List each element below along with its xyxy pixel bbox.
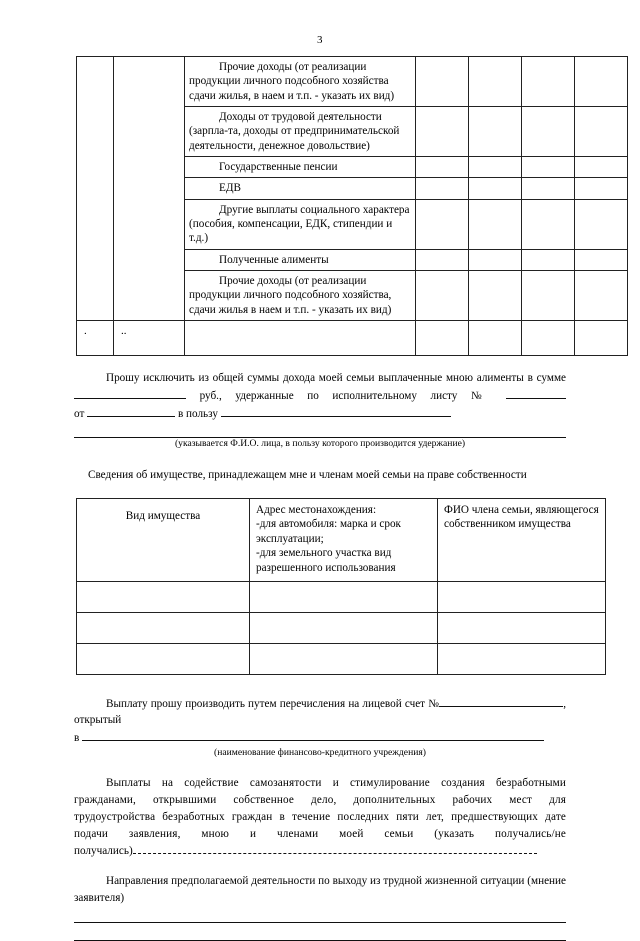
property-header-address-line-2: -для автомобиля: марка и срок эксплуатации; bbox=[256, 518, 401, 545]
income-value-cell-2[interactable] bbox=[469, 178, 522, 199]
income-value-cell-4[interactable] bbox=[575, 199, 628, 249]
payment-in-label: в bbox=[74, 732, 80, 745]
payment-line-1 bbox=[74, 695, 566, 730]
alimony-line-3 bbox=[74, 405, 566, 423]
property-section bbox=[74, 467, 566, 484]
income-value-cell-3[interactable] bbox=[522, 320, 575, 355]
income-value-cell-3[interactable] bbox=[522, 249, 575, 270]
alimony-line-2 bbox=[74, 387, 566, 405]
marker-dot: . bbox=[84, 324, 87, 337]
income-value-cell-4[interactable] bbox=[575, 270, 628, 320]
selfemployment-answer-blank[interactable] bbox=[133, 843, 537, 854]
income-row-marker-b bbox=[114, 57, 185, 321]
income-value-cell-1[interactable] bbox=[416, 199, 469, 249]
table-row bbox=[77, 612, 606, 643]
property-header-address-line-1: Адрес местонахождения: bbox=[256, 503, 377, 516]
activity-blank-line-1[interactable] bbox=[74, 915, 566, 923]
table-header-row bbox=[77, 498, 606, 581]
property-cell-address[interactable] bbox=[250, 612, 438, 643]
payment-account-label: Выплату прошу производить путем перечисления на лицевой счет № bbox=[106, 697, 440, 710]
income-value-cell-3[interactable] bbox=[522, 178, 575, 199]
income-value-cell-2[interactable] bbox=[469, 320, 522, 355]
alimony-infavor-label: в пользу bbox=[177, 407, 218, 420]
property-cell-type[interactable] bbox=[77, 612, 250, 643]
property-section-title: Сведения об имуществе, принадлежащем мне и членам моей семьи на праве собственности bbox=[88, 468, 527, 481]
table-row bbox=[77, 643, 606, 674]
alimony-recipient-blank[interactable] bbox=[221, 405, 451, 417]
payment-caption: (наименование финансово-кредитного учреждения) bbox=[214, 746, 426, 758]
income-label-cell: Прочие доходы (от реализации продукции личного подсобного хозяйства, сдачи жилья в наем и т.п. - указать их вид) bbox=[185, 270, 416, 320]
income-label-cell: Другие выплаты социального характера (пособия, компенсации, ЕДК, стипендии и т.д.) bbox=[185, 199, 416, 249]
property-header-address-line-3: -для земельного участка вид разрешенного использования bbox=[256, 547, 396, 574]
income-value-cell-2[interactable] bbox=[469, 249, 522, 270]
marker-dot bbox=[81, 61, 84, 73]
income-label-cell: Государственные пенсии bbox=[185, 156, 416, 177]
income-value-cell-2[interactable] bbox=[469, 57, 522, 107]
income-value-cell-1[interactable] bbox=[416, 178, 469, 199]
selfemployment-line-1: Выплаты на содействие самозанятости и стимулирование создания безработными bbox=[106, 777, 566, 790]
income-value-cell-4[interactable] bbox=[575, 249, 628, 270]
income-row-marker-b bbox=[114, 320, 185, 355]
page-number: 3 bbox=[317, 34, 323, 46]
table-row bbox=[77, 320, 628, 355]
property-cell-address[interactable] bbox=[250, 581, 438, 612]
alimony-amount-blank[interactable] bbox=[74, 387, 186, 399]
alimony-from-label: от bbox=[74, 407, 85, 420]
income-label-cell bbox=[185, 320, 416, 355]
document-page bbox=[0, 34, 640, 938]
alimony-date-blank[interactable] bbox=[87, 405, 175, 417]
income-value-cell-1[interactable] bbox=[416, 270, 469, 320]
selfemployment-line-5 bbox=[74, 843, 566, 860]
marker-dots: .. bbox=[121, 324, 127, 337]
income-value-cell-4[interactable] bbox=[575, 57, 628, 107]
income-label-cell: Прочие доходы (от реализации продукции личного подсобного хозяйства сдачи жилья, в наем и т.п. - указать их вид) bbox=[185, 57, 416, 107]
payment-account-blank[interactable] bbox=[439, 695, 563, 707]
income-value-cell-2[interactable] bbox=[469, 156, 522, 177]
selfemployment-line-2: гражданами, открывшими собственное дело, дополнительных рабочих мест для bbox=[74, 794, 566, 807]
income-value-cell-3[interactable] bbox=[522, 106, 575, 156]
income-value-cell-4[interactable] bbox=[575, 178, 628, 199]
property-header-type: Вид имущества bbox=[77, 498, 250, 581]
property-cell-owner[interactable] bbox=[438, 643, 606, 674]
income-value-cell-2[interactable] bbox=[469, 106, 522, 156]
income-value-cell-3[interactable] bbox=[522, 156, 575, 177]
alimony-recipient-blank-2[interactable] bbox=[74, 430, 566, 438]
property-cell-address[interactable] bbox=[250, 643, 438, 674]
alimony-writ-label: удержанные по исполнительному листу № bbox=[235, 389, 493, 402]
income-table bbox=[76, 56, 628, 356]
income-row-marker-a bbox=[77, 57, 114, 321]
income-value-cell-1[interactable] bbox=[416, 57, 469, 107]
property-header-owner: ФИО члена семьи, являющегося собственником имущества bbox=[438, 498, 606, 581]
alimony-rub-label: руб., bbox=[199, 389, 222, 402]
income-label-cell: Доходы от трудовой деятельности (зарпла-та, доходы от предпринимательской деятельности, денежное довольствие) bbox=[185, 106, 416, 156]
selfemployment-section bbox=[74, 775, 566, 859]
income-value-cell-1[interactable] bbox=[416, 320, 469, 355]
table-row bbox=[77, 57, 628, 107]
income-value-cell-3[interactable] bbox=[522, 199, 575, 249]
payment-line-2 bbox=[74, 729, 566, 747]
alimony-caption: (указывается Ф.И.О. лица, в пользу которого производится удержание) bbox=[174, 438, 466, 450]
income-value-cell-4[interactable] bbox=[575, 320, 628, 355]
selfemployment-line-3: трудоустройства безработных граждан в течение последних пяти лет, предшествующих дате bbox=[74, 811, 566, 824]
activity-section bbox=[74, 873, 566, 941]
property-cell-owner[interactable] bbox=[438, 612, 606, 643]
income-value-cell-1[interactable] bbox=[416, 156, 469, 177]
activity-blank-line-2[interactable] bbox=[74, 933, 566, 941]
income-value-cell-2[interactable] bbox=[469, 199, 522, 249]
selfemployment-received-label: получались) bbox=[74, 844, 133, 857]
income-value-cell-3[interactable] bbox=[522, 270, 575, 320]
income-value-cell-1[interactable] bbox=[416, 106, 469, 156]
income-value-cell-4[interactable] bbox=[575, 106, 628, 156]
activity-label: Направления предполагаемой деятельности по выходу из трудной жизненной ситуации (мнение заявителя) bbox=[74, 875, 566, 905]
selfemployment-line-4: подачи заявления, мною и членами моей семьи (указать получались/не bbox=[74, 827, 566, 840]
property-cell-type[interactable] bbox=[77, 643, 250, 674]
property-header-address bbox=[250, 498, 438, 581]
table-row bbox=[77, 581, 606, 612]
property-cell-owner[interactable] bbox=[438, 581, 606, 612]
alimony-section bbox=[74, 370, 566, 451]
income-value-cell-1[interactable] bbox=[416, 249, 469, 270]
income-label-cell: ЕДВ bbox=[185, 178, 416, 199]
payment-section bbox=[74, 695, 566, 760]
income-row-marker-a bbox=[77, 320, 114, 355]
property-table bbox=[76, 498, 606, 675]
alimony-writ-number-blank[interactable] bbox=[506, 387, 566, 399]
income-value-cell-3[interactable] bbox=[522, 57, 575, 107]
payment-opened-label: , открытый bbox=[74, 697, 566, 727]
income-label-cell: Полученные алименты bbox=[185, 249, 416, 270]
property-cell-type[interactable] bbox=[77, 581, 250, 612]
income-value-cell-4[interactable] bbox=[575, 156, 628, 177]
payment-institution-blank[interactable] bbox=[82, 729, 544, 741]
alimony-line-1: Прошу исключить из общей суммы дохода моей семьи выплаченные мною алименты в сумме bbox=[106, 371, 566, 384]
income-value-cell-2[interactable] bbox=[469, 270, 522, 320]
